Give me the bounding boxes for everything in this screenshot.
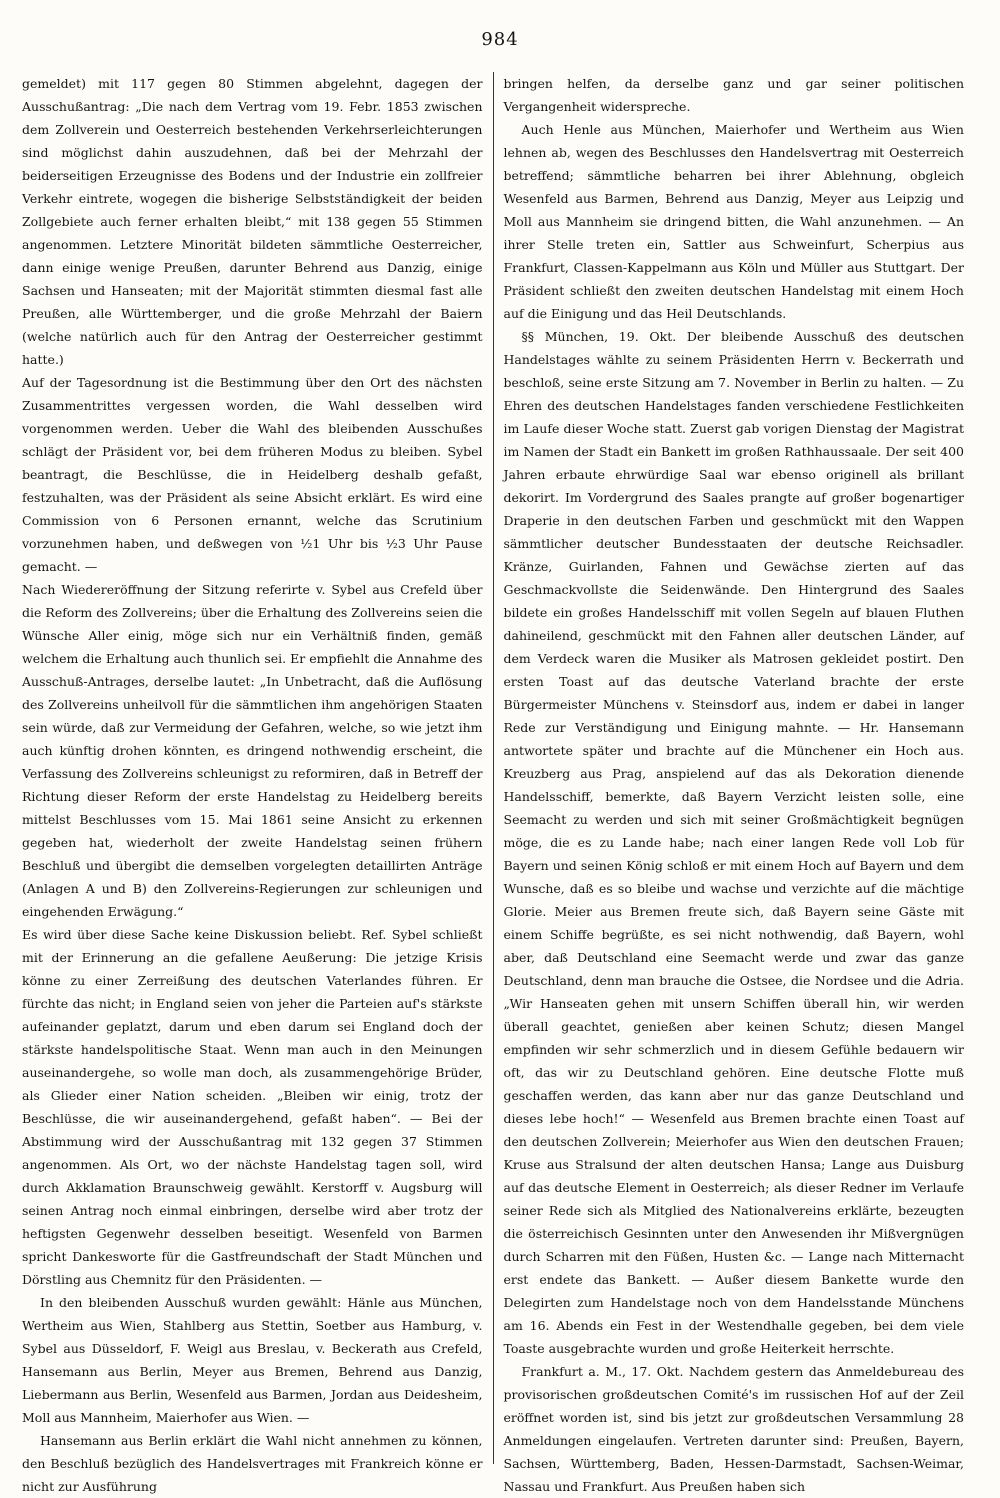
- paragraph: Es wird über diese Sache keine Diskussion beliebt. Ref. Sybel schließt mit der Erinnerung an die gefallene Aeußerung: Die jetzige Krisis könne zu einer Zerreißung des deutschen Vaterlandes führen. Er fürchte das nicht; in England seien von jeher die Parteien auf's stärkste aufeinander geplatzt, darum und eben darum sei England doch der stärkste handelspolitische Staat. Wenn man auch in den Meinungen auseinandergehe, so wolle man doch, als zusammengehörige Brüder, als Glieder einer Nation scheiden. „Bleiben wir einig, trotz der Beschlüsse, die wir auseinandergehend, gefaßt haben“. — Bei der Abstimmung wird der Ausschußantrag mit 132 gegen 37 Stimmen angenommen. Als Ort, wo der nächste Handelstag tagen soll, wird durch Akklamation Braunschweig gewählt. Kerstorff v. Augsburg will seinen Antrag noch einmal einbringen, derselbe wird aber trotz der heftigsten Gegenwehr desselben beseitigt. Wesenfeld von Barmen spricht Dankesworte für die Gastfreundschaft der Stadt München und Dörstling aus Chemnitz für den Präsidenten. —: [22, 927, 483, 1287]
- paragraph: Hansemann aus Berlin erklärt die Wahl nicht annehmen zu können, den Beschluß bezüglich des Handelsvertrages mit Frankreich könne er nicht zur Ausführung: [22, 1433, 483, 1494]
- paragraph: Auf der Tagesordnung ist die Bestimmung über den Ort des nächsten Zusammentrittes vergessen worden, die Wahl desselben wird vorgenommen werden. Ueber die Wahl des bleibenden Ausschußes schlägt der Präsident vor, bei dem früheren Modus zu bleiben. Sybel beantragt, die Beschlüsse, die in Heidelberg deshalb gefaßt, festzuhalten, was der Präsident als seine Absicht erklärt. Es wird eine Commission von 6 Personen ernannt, welche das Scrutinium vorzunehmen haben, und deßwegen von ½1 Uhr bis ½3 Uhr Pause gemacht. —: [22, 375, 483, 574]
- paragraph: Frankfurt a. M., 17. Okt. Nachdem gestern das Anmeldebureau des provisorischen großdeutschen Comité's im russischen Hof auf der Zeil eröffnet worden ist, sind bis jetzt zur großdeutschen Versammlung 28 Anmeldungen eingelaufen. Vertreten darunter sind: Preußen, Bayern, Sachsen, Württemberg, Baden, Hessen-Darmstadt, Sachsen-Weimar, Nassau und Frankfurt. Aus Preußen haben sich: [503, 1364, 964, 1494]
- text-columns: [22, 72, 964, 1494]
- paragraph: In den bleibenden Ausschuß wurden gewählt: Hänle aus München, Wertheim aus Wien, Stahlberg aus Stettin, Soetber aus Hamburg, v. Sybel aus Düsseldorf, F. Weigl aus Breslau, v. Beckerath aus Crefeld, Hansemann aus Berlin, Meyer aus Bremen, Behrend aus Danzig, Liebermann aus Berlin, Wesenfeld aus Barmen, Jordan aus Deidesheim, Moll aus Mannheim, Maierhofer aus Wien. —: [22, 1295, 483, 1425]
- page-number: 984: [481, 29, 519, 50]
- paragraph: gemeldet) mit 117 gegen 80 Stimmen abgelehnt, dagegen der Ausschußantrag: „Die nach dem Vertrag vom 19. Febr. 1853 zwischen dem Zollverein und Oesterreich bestehenden Verkehrserleichterungen sind möglichst dahin auszudehnen, daß bei der Mehrzahl der beiderseitigen Erzeugnisse des Bodens und der Industrie ein zollfreier Verkehr eintrete, wogegen die bisherige Selbstständigkeit der beiden Zollgebiete auch ferner erhalten bleibt,“ mit 138 gegen 55 Stimmen angenommen. Letztere Minorität bildeten sämmtliche Oesterreicher, dann einige wenige Preußen, darunter Behrend aus Danzig, einige Sachsen und Hanseaten; mit der Majorität stimmten diesmal fast alle Preußen, alle Württemberger, und die große Mehrzahl der Baiern (welche natürlich auch für den Antrag der Oesterreicher gestimmt hatte.): [22, 76, 483, 367]
- paragraph: bringen helfen, da derselbe ganz und gar seiner politischen Vergangenheit widerspreche.: [503, 76, 964, 114]
- right-column: [503, 72, 965, 1494]
- left-column: [22, 72, 483, 1494]
- paragraph: §§ München, 19. Okt. Der bleibende Ausschuß des deutschen Handelstages wählte zu seinem Präsidenten Herrn v. Beckerrath und beschloß, seine erste Sitzung am 7. November in Berlin zu halten. — Zu Ehren des deutschen Handelstages fanden verschiedene Festlichkeiten im Laufe dieser Woche statt. Zuerst gab vorigen Dienstag der Magistrat im Namen der Stadt ein Bankett im großen Rathhaussaale. Der seit 400 Jahren erbaute ehrwürdige Saal war ebenso originell als brillant dekorirt. Im Vordergrund des Saales prangte auf großer bogenartiger Draperie in den deutschen Farben und geschmückt mit den Wappen sämmtlicher deutscher Bundesstaaten der deutsche Reichsadler. Kränze, Guirlanden, Fahnen und Gewächse zierten auf das Geschmackvollste die Seidenwände. Den Hintergrund des Saales bildete ein großes Handelsschiff mit vollen Segeln auf blauen Fluthen dahineilend, geschmückt mit den Fahnen aller deutschen Länder, auf dem Verdeck waren die Musiker als Matrosen gekleidet postirt. Den ersten Toast auf das deutsche Vaterland brachte der erste Bürgermeister Münchens v. Steinsdorf aus, indem er dabei in langer Rede zur Verständigung und Einigung mahnte. — Hr. Hansemann antwortete später und brachte auf die Münchener ein Hoch aus. Kreuzberg aus Prag, anspielend auf das als Dekoration dienende Handelsschiff, bemerkte, daß Bayern Verzicht leisten solle, eine Seemacht zu werden und sich mit seiner Großmächtigkeit begnügen möge, die es zu Lande habe; nach einer langen Rede voll Lob für Bayern und seinen König schloß er mit einem Hoch auf Bayern und dem Wunsche, daß es so bleibe und wachse und verzichte auf die mächtige Glorie. Meier aus Bremen freute sich, daß Bayern seine Gäste mit einem Schiffe begrüßte, es sei nicht nothwendig, daß Bayern, wohl aber, daß Deutschland eine Seemacht werde und zwar das ganze Deutschland, denn man brauche die Ostsee, die Nordsee und die Adria. „Wir Hanseaten gehen mit unsern Schiffen überall hin, wir werden überall geachtet, genießen aber keinen Schutz; diesen Mangel empfinden wir sehr schmerzlich und in diesem Gefühle bedauern wir oft, das wir zu Deutschland gehören. Eine deutsche Flotte muß geschaffen werden, das kann aber nur das ganze Deutschland und dieses lebe hoch!“ — Wesenfeld aus Bremen brachte einen Toast auf den deutschen Zollverein; Meierhofer aus Wien den deutschen Frauen; Kruse aus Stralsund der alten deutschen Hansa; Lange aus Duisburg auf das deutsche Element in Oesterreich; als dieser Redner im Verlaufe seiner Rede sich als Mitglied des Nationalvereins erklärte, bezeugten die österreichisch Gesinnten unter den Anwesenden ihr Mißvergnügen durch Scharren mit den Füßen, Husten &c. — Lange nach Mitternacht erst endete das Bankett. — Außer diesem Bankette wurde den Delegirten zum Handelstage noch von dem Handelsstande Münchens am 16. Abends ein Fest in der Westendhalle gegeben, bei dem viele Toaste ausgebrachte wurden und große Heiterkeit herrschte.: [503, 329, 964, 1356]
- column-divider: [493, 72, 494, 1464]
- paragraph: Nach Wiedereröffnung der Sitzung referirte v. Sybel aus Crefeld über die Reform des Zollvereins; über die Erhaltung des Zollvereins seien die Wünsche Aller einig, möge sich nur ein Verhältniß finden, gemäß welchem die Erhaltung auch thunlich sei. Er empfiehlt die Annahme des Ausschuß-Antrages, derselbe lautet: „In Unbetracht, daß die Auflösung des Zollvereins unheilvoll für die sämmtlichen ihm angehörigen Staaten sein würde, daß zur Vermeidung der Gefahren, welche, so wie jetzt ihm auch künftig drohen könnten, es dringend nothwendig erscheint, die Verfassung des Zollvereins schleunigst zu reformiren, daß in Betreff der Richtung dieser Reform der erste Handelstag zu Heidelberg bereits mittelst Beschlusses vom 15. Mai 1861 seine Ansicht zu erkennen gegeben hat, wiederholt der zweite Handelstag seinen frühern Beschluß und übergibt die demselben vorgelegten detaillirten Anträge (Anlagen A und B) den Zollvereins-Regierungen zur schleunigen und eingehenden Erwägung.“: [22, 582, 483, 919]
- paragraph: Auch Henle aus München, Maierhofer und Wertheim aus Wien lehnen ab, wegen des Beschlusses den Handelsvertrag mit Oesterreich betreffend; sämmtliche beharren bei ihrer Ablehnung, obgleich Wesenfeld aus Barmen, Behrend aus Danzig, Meyer aus Leipzig und Moll aus Mannheim sie dringend bitten, die Wahl anzunehmen. — An ihrer Stelle treten ein, Sattler aus Schweinfurt, Scherpius aus Frankfurt, Classen-Kappelmann aus Köln und Müller aus Stuttgart. Der Präsident schließt den zweiten deutschen Handelstag mit einem Hoch auf die Einigung und das Heil Deutschlands.: [503, 122, 964, 321]
